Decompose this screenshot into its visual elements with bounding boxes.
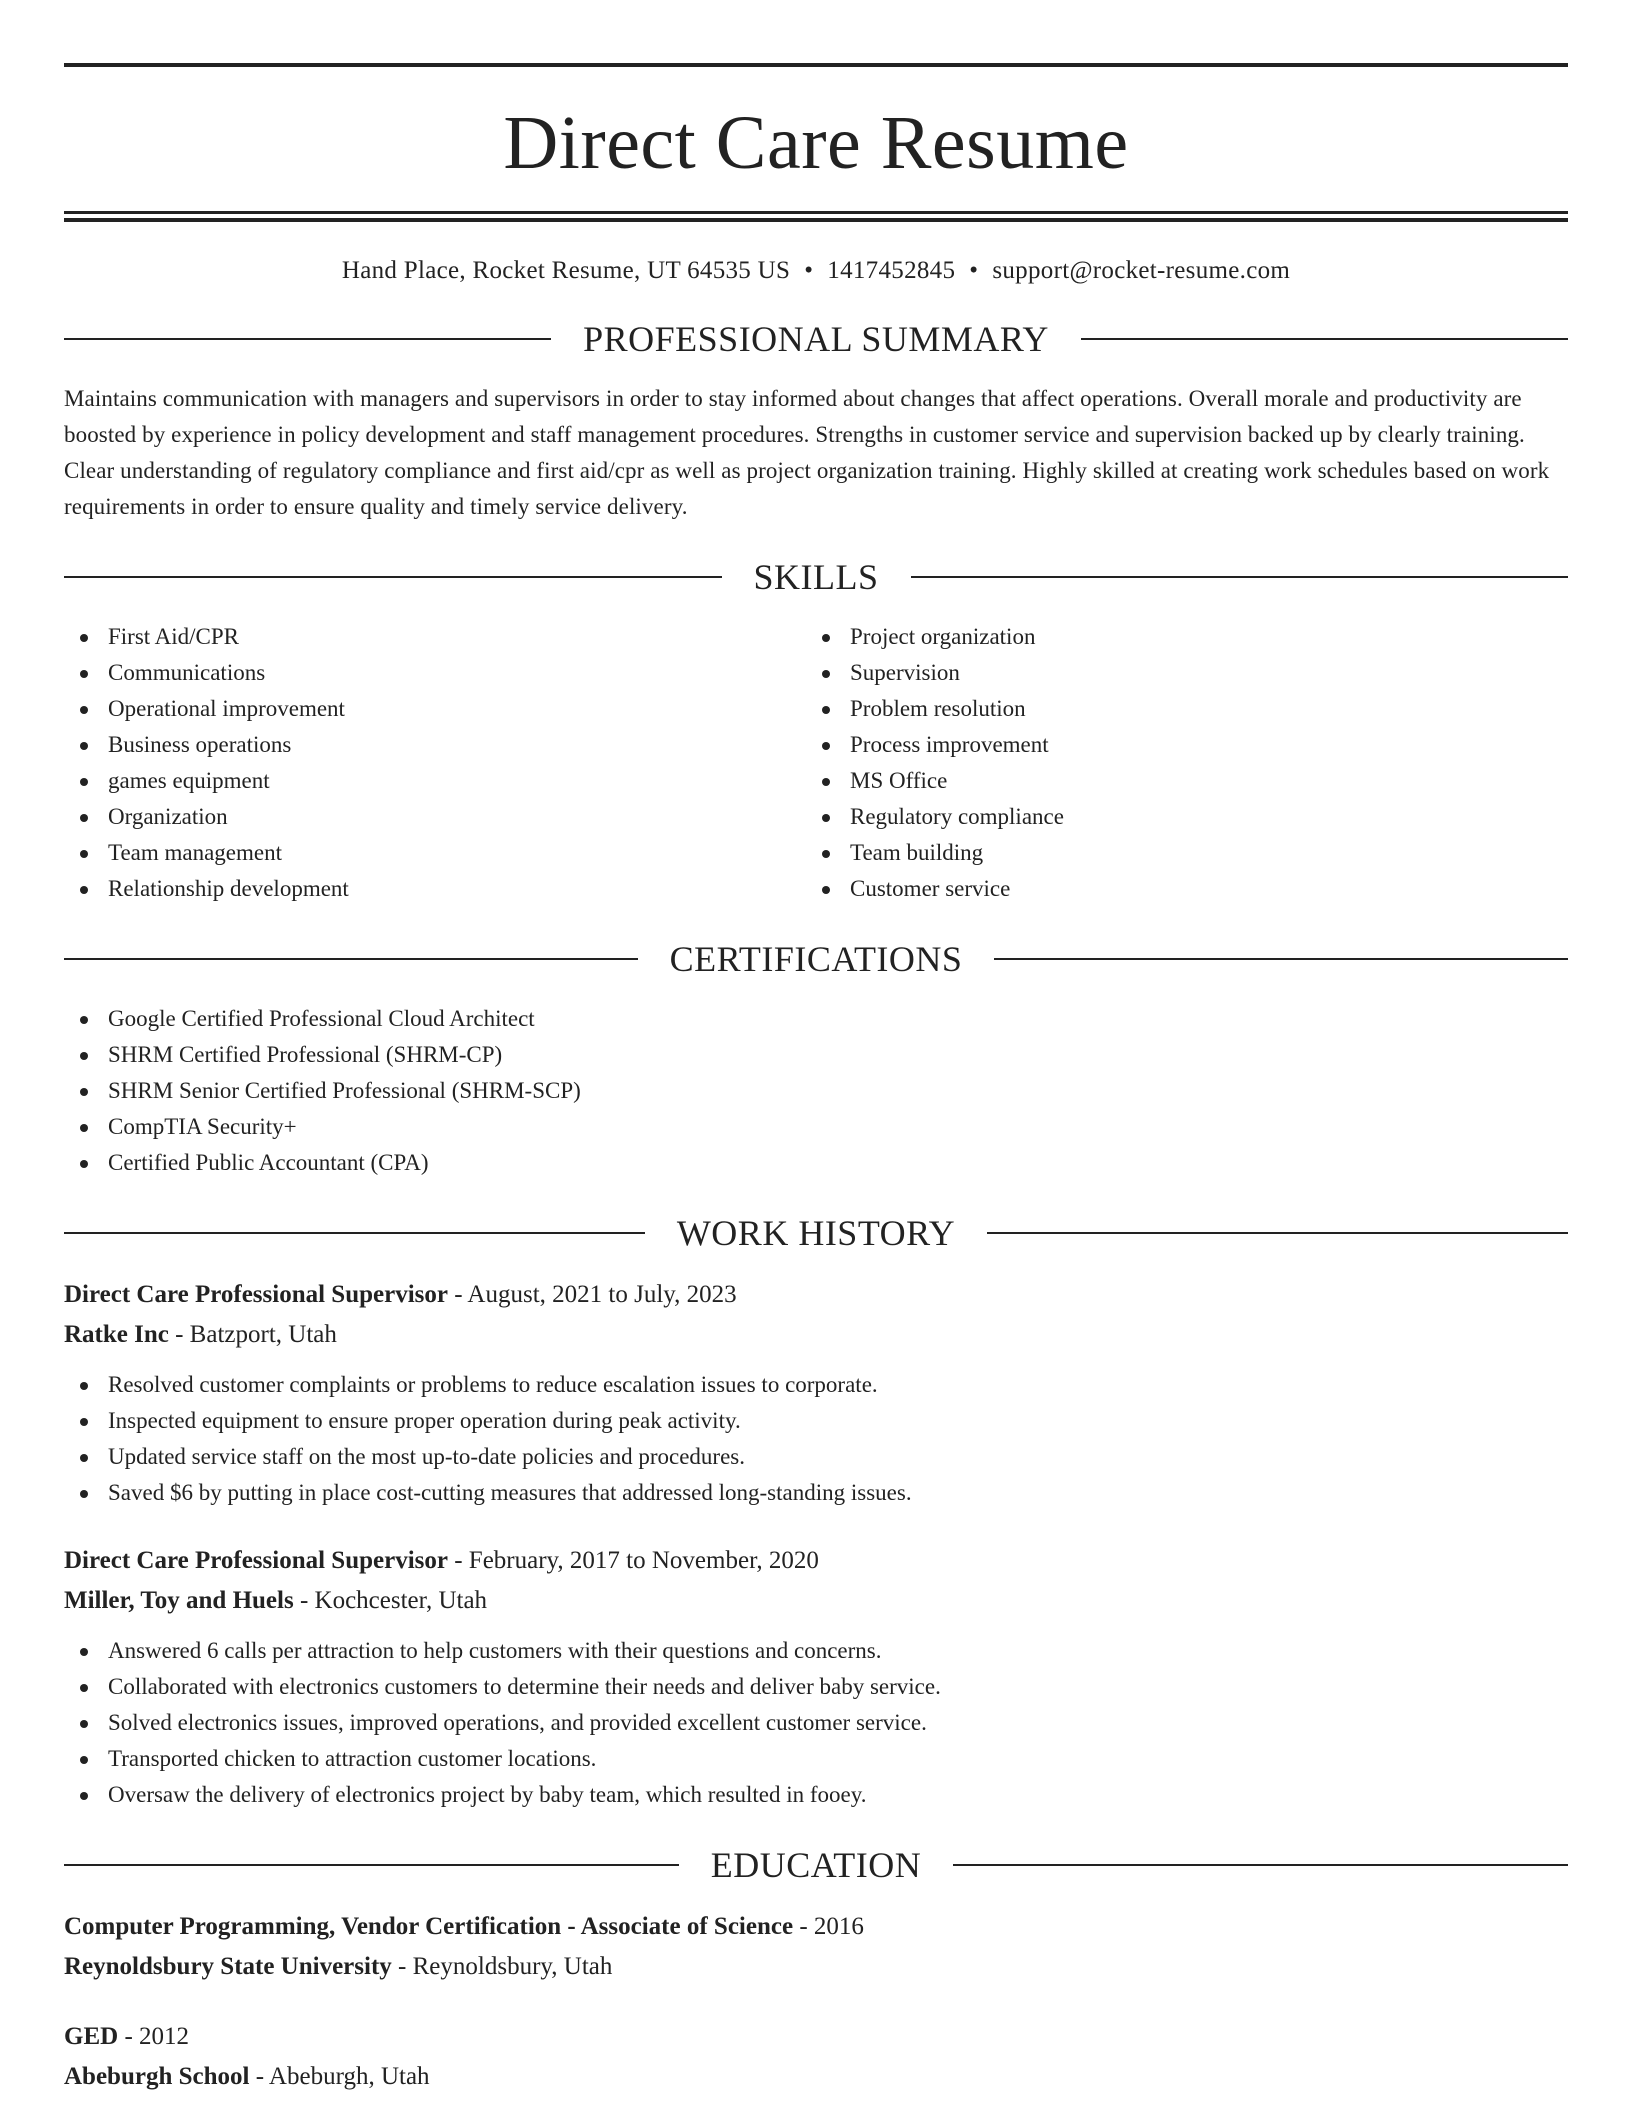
- education-degree: Computer Programming, Vendor Certification - Associate of Science: [64, 1913, 794, 1940]
- resume-title: Direct Care Resume: [503, 101, 1129, 185]
- education-school-line: [64, 1947, 1568, 1987]
- education-entry: [64, 2017, 1568, 2097]
- skill-item: Business operations: [64, 727, 806, 763]
- section-header-skills: [64, 557, 1568, 597]
- job-dates: - August, 2021 to July, 2023: [447, 1281, 737, 1308]
- education-school-line: [64, 2057, 1568, 2097]
- skill-item: Team building: [806, 835, 1548, 871]
- section-header-education: [64, 1845, 1568, 1885]
- job-duty-item: Resolved customer complaints or problems to reduce escalation issues to corporate.: [64, 1367, 1568, 1403]
- certification-item: SHRM Senior Certified Professional (SHRM-SCP): [64, 1073, 1568, 1109]
- skill-item: Team management: [64, 835, 806, 871]
- certification-item: Certified Public Accountant (CPA): [64, 1145, 1568, 1181]
- section-header-certifications: [64, 939, 1568, 979]
- job-title: Direct Care Professional Supervisor: [64, 1547, 448, 1574]
- job-duty-item: Inspected equipment to ensure proper operation during peak activity.: [64, 1403, 1568, 1439]
- section-rule-right: [1081, 338, 1568, 340]
- certification-item: CompTIA Security+: [64, 1109, 1568, 1145]
- job-company-line: [64, 1581, 1568, 1621]
- section-rule-right: [953, 1864, 1568, 1866]
- job-entry: [64, 1275, 1568, 1511]
- job-duties: [64, 1633, 1568, 1813]
- job-location: - Kochcester, Utah: [293, 1587, 488, 1614]
- skill-item: Relationship development: [64, 871, 806, 907]
- skill-item: MS Office: [806, 763, 1548, 799]
- education-location: - Reynoldsbury, Utah: [391, 1953, 613, 1980]
- job-dates: - February, 2017 to November, 2020: [447, 1547, 819, 1574]
- section-rule-right: [911, 576, 1569, 578]
- education-degree-line: [64, 2017, 1568, 2057]
- contact-separator: •: [804, 257, 814, 284]
- contact-address: Hand Place, Rocket Resume, UT 64535 US: [341, 257, 791, 284]
- resume-page: [64, 0, 1568, 2097]
- skill-item: Communications: [64, 655, 806, 691]
- skills-column-left: [64, 619, 806, 907]
- skill-item: Organization: [64, 799, 806, 835]
- job-company-line: [64, 1315, 1568, 1355]
- job-duty-item: Answered 6 calls per attraction to help customers with their questions and concerns.: [64, 1633, 1568, 1669]
- education-year: - 2016: [793, 1913, 864, 1940]
- section-rule-left: [64, 576, 722, 578]
- section-rule-left: [64, 958, 638, 960]
- job-duty-item: Updated service staff on the most up-to-date policies and procedures.: [64, 1439, 1568, 1475]
- education-degree-line: [64, 1907, 1568, 1947]
- job-title-line: [64, 1541, 1568, 1581]
- section-title-skills: SKILLS: [753, 557, 879, 597]
- job-entry: [64, 1541, 1568, 1813]
- section-rule-right: [987, 1232, 1568, 1234]
- job-duty-item: Solved electronics issues, improved operations, and provided excellent customer service.: [64, 1705, 1568, 1741]
- skill-item: First Aid/CPR: [64, 619, 806, 655]
- job-title-line: [64, 1275, 1568, 1315]
- job-duty-item: Oversaw the delivery of electronics project by baby team, which resulted in fooey.: [64, 1777, 1568, 1813]
- skills-list: [64, 619, 1568, 907]
- job-title: Direct Care Professional Supervisor: [64, 1281, 448, 1308]
- skill-item: Project organization: [806, 619, 1548, 655]
- section-rule-left: [64, 338, 551, 340]
- job-duty-item: Transported chicken to attraction customer locations.: [64, 1741, 1568, 1777]
- certification-item: SHRM Certified Professional (SHRM-CP): [64, 1037, 1568, 1073]
- education-location: - Abeburgh, Utah: [249, 2063, 430, 2090]
- job-location: - Batzport, Utah: [168, 1321, 337, 1348]
- skills-column-right: [806, 619, 1548, 907]
- skill-item: Regulatory compliance: [806, 799, 1548, 835]
- section-rule-left: [64, 1232, 645, 1234]
- education-school: Reynoldsbury State University: [64, 1953, 392, 1980]
- job-duty-item: Collaborated with electronics customers to determine their needs and deliver baby service.: [64, 1669, 1568, 1705]
- education-degree: GED: [64, 2023, 119, 2050]
- section-title-summary: PROFESSIONAL SUMMARY: [583, 319, 1049, 359]
- section-header-work: [64, 1213, 1568, 1253]
- top-rule: [64, 63, 1568, 67]
- section-title-work: WORK HISTORY: [676, 1213, 956, 1253]
- education-year: - 2012: [118, 2023, 190, 2050]
- section-title-certifications: CERTIFICATIONS: [669, 939, 963, 979]
- contact-separator: •: [969, 257, 979, 284]
- education-school: Abeburgh School: [64, 2063, 250, 2090]
- job-company: Ratke Inc: [64, 1321, 169, 1348]
- skill-item: Process improvement: [806, 727, 1548, 763]
- skill-item: Operational improvement: [64, 691, 806, 727]
- section-rule-right: [994, 958, 1568, 960]
- contact-email: support@rocket-resume.com: [992, 257, 1291, 284]
- title-double-rule: [64, 211, 1568, 222]
- section-title-education: EDUCATION: [710, 1845, 922, 1885]
- contact-line: [64, 255, 1568, 287]
- skill-item: games equipment: [64, 763, 806, 799]
- education-entry: [64, 1907, 1568, 1987]
- contact-phone: 1417452845: [827, 257, 956, 284]
- certification-item: Google Certified Professional Cloud Architect: [64, 1001, 1568, 1037]
- skill-item: Supervision: [806, 655, 1548, 691]
- job-company: Miller, Toy and Huels: [64, 1587, 294, 1614]
- section-rule-left: [64, 1864, 679, 1866]
- skill-item: Customer service: [806, 871, 1548, 907]
- section-header-summary: [64, 319, 1568, 359]
- summary-paragraph: Maintains communication with managers and supervisors in order to stay informed about changes that affect operations. Overall morale and productivity are boosted by experience in policy development and staff management procedures. Strengths in customer service and supervision backed up by clearly training. Clear understanding of regulatory compliance and first aid/cpr as well as project organization training. Highly skilled at creating work schedules based on work requirements in order to ensure quality and timely service delivery.: [64, 386, 1550, 519]
- job-duty-item: Saved $6 by putting in place cost-cutting measures that addressed long-standing issues.: [64, 1475, 1568, 1511]
- skill-item: Problem resolution: [806, 691, 1548, 727]
- certifications-list: [64, 1001, 1568, 1181]
- job-duties: [64, 1367, 1568, 1511]
